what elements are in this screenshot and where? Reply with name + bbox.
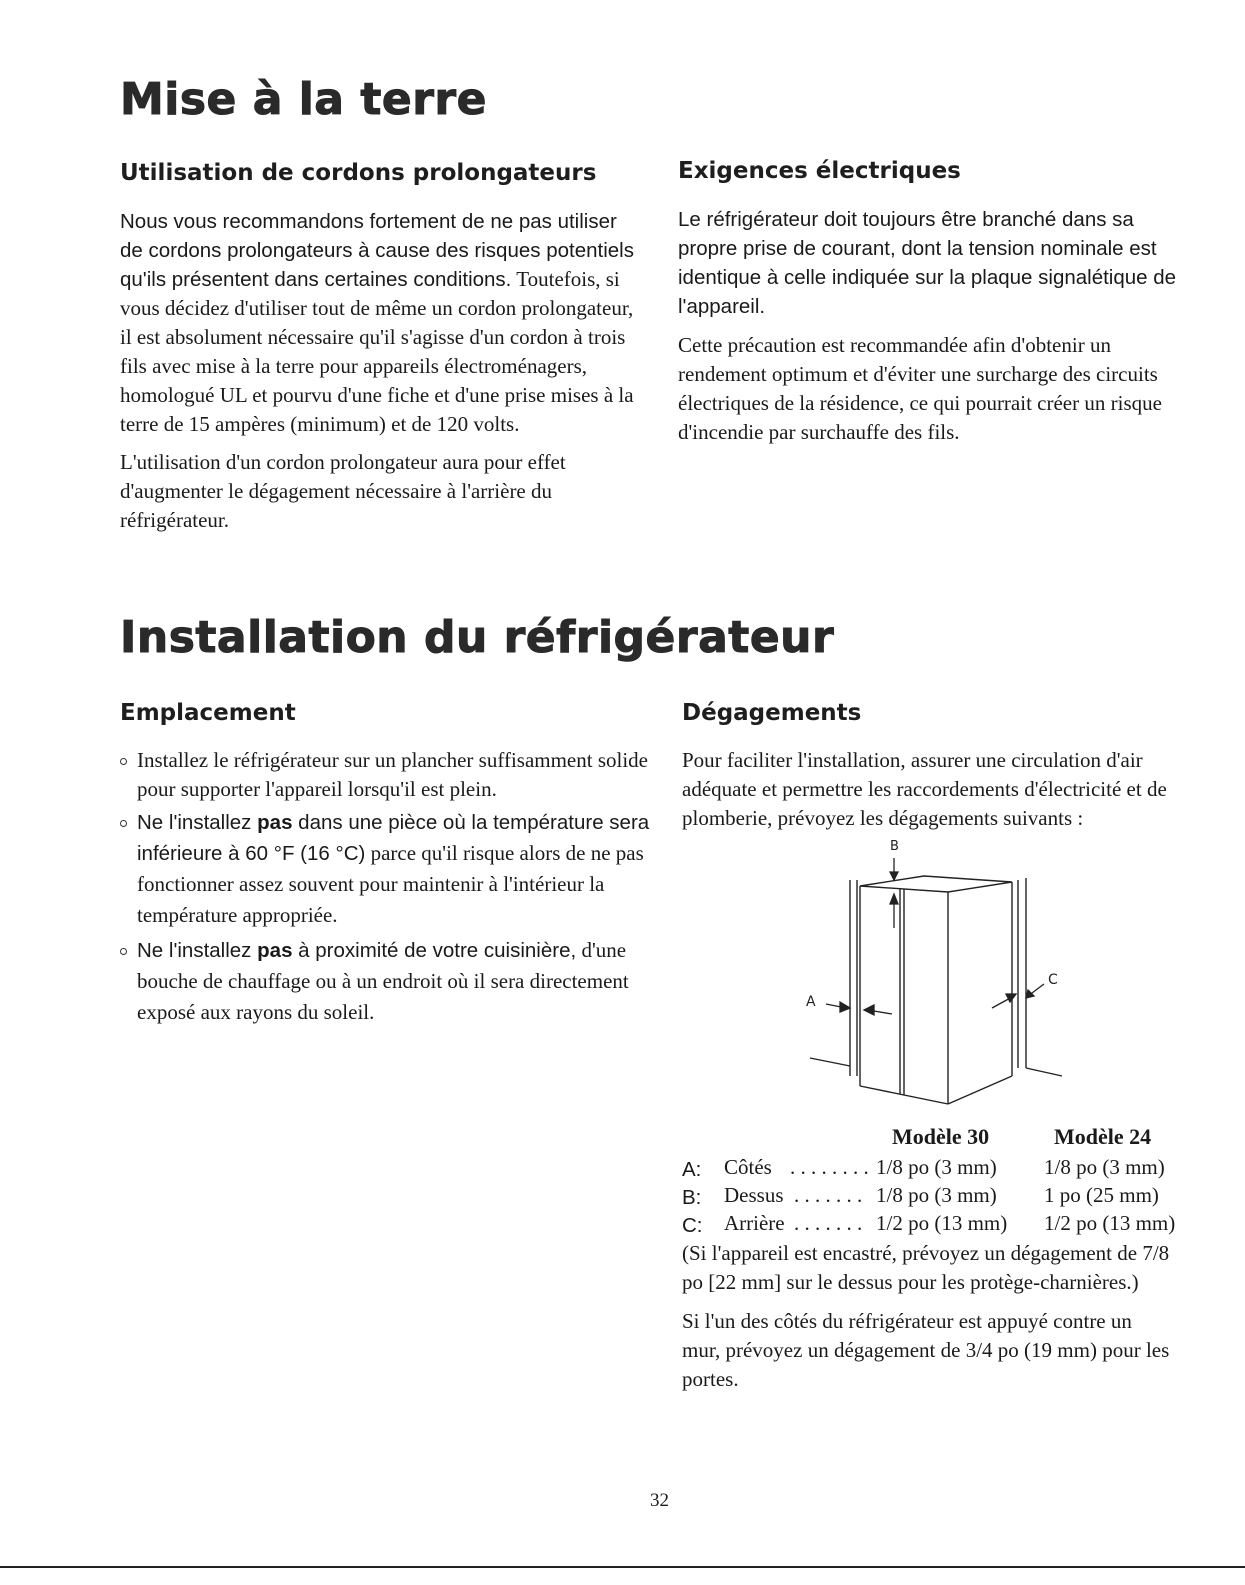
bullet-text-d: parce qu'il risque alors de ne pas fonctionner assez souvent pour maintenir à l'intérieur la température appropriée. [137,841,644,927]
row-model-24: 1 po (25 mm) [1044,1183,1159,1207]
clearance-notes [682,1239,1172,1394]
row-dots: . . . . . . . . [790,1155,869,1179]
bullet-dot [120,820,127,827]
refrigerator-clearance-diagram [800,836,1080,1108]
bottom-border [0,1566,1245,1568]
diagram-lines [810,876,1062,1104]
paragraph-clearance-effect: L'utilisation d'un cordon prolongateur aura pour effet d'augmenter le dégagement nécessaire à l'arrière du réfrigérateur. [120,450,566,532]
diagram-label-c: C [1048,972,1058,988]
bullet-text-a: Ne l'installez [137,939,258,962]
bullet-dot [120,948,127,955]
row-key: A: [682,1158,702,1181]
row-model-24: 1/8 po (3 mm) [1044,1155,1165,1179]
paragraph-clearances-intro: Pour faciliter l'installation, assurer une circulation d'air adéquate et permettre les raccordements d'électricité et de plomberie, prévoyez les dégagements suivants : [682,748,1167,830]
section-title-installation: Installation du réfrigérateur [120,612,835,663]
paragraph-extension-cords [120,207,640,439]
bullet-text-d: d'une bouche de chauffage ou à un endroit où il sera directement exposé aux rayons du soleil. [137,938,629,1024]
row-model-30: 1/8 po (3 mm) [876,1155,997,1179]
text-recommendation: Nous vous recommandons fortement de ne pas utiliser de cordons prolongateurs à cause des risques potentiels qu'ils présentent dans certaines conditions. [120,210,634,291]
row-dots: . . . . . . . [794,1211,863,1235]
bullet-text-emphasis: pas [257,939,293,962]
bullet-text-emphasis: pas [257,811,293,834]
row-model-30: 1/8 po (3 mm) [876,1183,997,1207]
column-electrical-requirements [678,158,1178,447]
heading-electrical-requirements: Exigences électriques [678,158,961,184]
row-model-30: 1/2 po (13 mm) [876,1211,1008,1235]
header-model-24: Modèle 24 [1054,1124,1152,1149]
clearance-table [682,1124,1222,1244]
column-extension-cords [120,160,640,535]
header-model-30: Modèle 30 [892,1124,990,1149]
row-key: B: [682,1186,702,1209]
paragraph-door-clearance: Si l'un des côtés du réfrigérateur est appuyé contre un mur, prévoyez un dégagement de 3/4 po (19 mm) pour les portes. [682,1309,1170,1391]
bullet-text-a: Ne l'installez [137,811,258,834]
bullet-heat-sources [120,936,650,1029]
paragraph-built-in-note: (Si l'appareil est encastré, prévoyez un dégagement de 7/8 po [22 mm] sur le dessus pour les protège-charnières.) [682,1241,1170,1294]
diagram-label-a: A [806,994,816,1010]
row-model-24: 1/2 po (13 mm) [1044,1211,1176,1235]
paragraph-outlet: Le réfrigérateur doit toujours être branché dans sa propre prise de courant, dont la tension nominale est identique à celle indiquée sur la plaque signalétique de l'appareil. [678,208,1177,318]
column-location [120,700,650,1029]
bullet-dot [120,758,127,765]
text-cord-requirements: Toutefois, si vous décidez d'utiliser tout de même un cordon prolongateur, il est absolument nécessaire qu'il s'agisse d'un cordon à trois fils avec mise à la terre pour appareils électroménagers, homologué UL et pourvu d'une fiche et d'une prise mises à la terre de 15 ampères (minimum) et de 120 volts. [120,267,634,436]
diagram-label-b: B [890,839,899,854]
heading-clearances: Dégagements [682,700,862,726]
row-key: C: [682,1214,703,1237]
bullet-text-c: dans une pièce où la température sera inférieure à 60 °F (16 °C) [137,811,650,865]
row-label: Dessus [724,1183,784,1207]
bullet-text: Installez le réfrigérateur sur un plancher suffisamment solide pour supporter l'appareil lorsqu'il est plein. [137,748,649,801]
paragraph-precaution: Cette précaution est recommandée afin d'obtenir un rendement optimum et d'éviter une surcharge des circuits électriques de la résidence, ce qui pourrait créer un risque d'incendie par surchauffe des fils. [678,333,1162,444]
section-title-grounding: Mise à la terre [120,74,487,125]
bullet-floor [120,746,650,804]
heading-location: Emplacement [120,700,296,726]
bullet-temperature [120,808,650,932]
row-label: Côtés [724,1155,772,1179]
column-clearances [682,700,1202,833]
row-dots: . . . . . . . [794,1183,863,1207]
heading-extension-cords: Utilisation de cordons prolongateurs [120,160,597,186]
row-label: Arrière [724,1211,785,1235]
page-number: 32 [650,1490,669,1511]
bullet-text-c: à proximité de votre cuisinière, [292,939,577,962]
